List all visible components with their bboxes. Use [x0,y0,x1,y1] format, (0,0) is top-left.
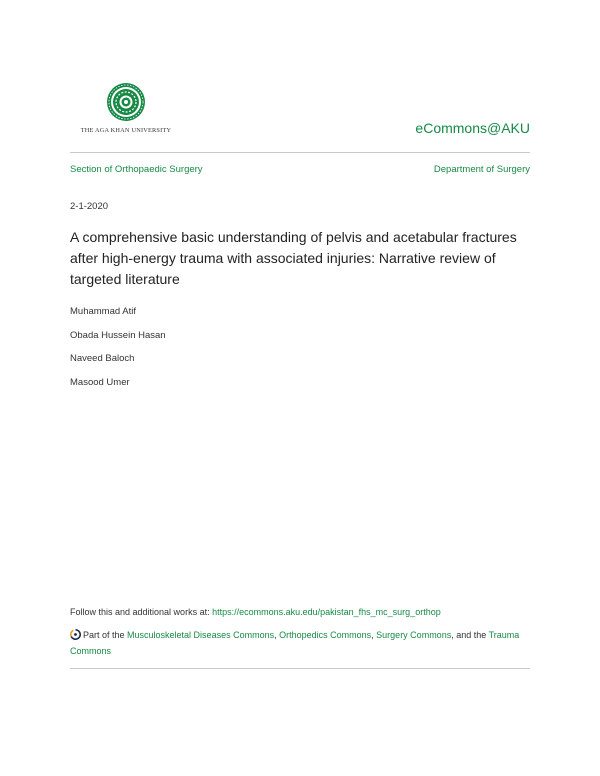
author-name: Obada Hussein Hasan [70,329,166,341]
part-of-line [70,627,532,659]
author-name: Naveed Baloch [70,353,135,365]
commons-link[interactable]: Trauma Commons [70,630,520,656]
author-name: Muhammad Atif [70,306,136,317]
collection-url-link[interactable]: https://ecommons.aku.edu/pakistan_fhs_mc_surg_orthop [212,607,441,617]
header-divider [70,152,530,153]
university-name: THE AGA KHAN UNIVERSITY [80,127,172,134]
commons-link[interactable]: Surgery Commons [376,630,452,640]
section-link[interactable]: Section of Orthopaedic Surgery [70,164,203,175]
university-logo [70,82,182,138]
author-list [70,306,166,400]
aku-seal-icon [106,82,146,122]
ecommons-brand-link[interactable]: eCommons@AKU [415,120,530,136]
part-of-prefix: Part of the [83,630,128,640]
follow-line [70,607,441,617]
separator: , [371,630,377,640]
publication-date: 2-1-2020 [70,201,109,212]
separator: , [274,630,280,640]
creative-commons-icon [70,629,81,640]
separator: , and the [451,630,489,640]
commons-link[interactable]: Musculoskeletal Diseases Commons [127,630,275,640]
author-name: Masood Umer [70,376,130,388]
commons-link[interactable]: Orthopedics Commons [279,630,372,640]
footer-divider [70,668,530,669]
department-link[interactable]: Department of Surgery [433,164,530,175]
document-title: A comprehensive basic understanding of pelvis and acetabular fractures after high-energy trauma with associated injuries: Narrative review of targeted literature [70,229,517,287]
follow-prefix: Follow this and additional works at: [70,607,213,617]
